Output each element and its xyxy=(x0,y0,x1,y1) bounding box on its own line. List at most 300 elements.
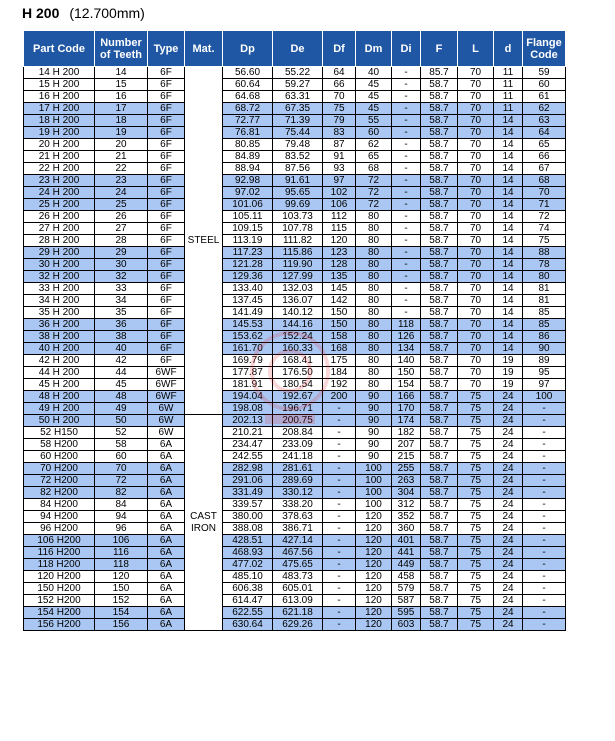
table-cell: 14 xyxy=(494,247,523,259)
table-cell: 168.41 xyxy=(273,355,323,367)
table-cell: 58.7 xyxy=(421,451,458,463)
table-cell: 75 xyxy=(458,511,494,523)
table-cell: 603 xyxy=(392,619,421,631)
table-cell: 6A xyxy=(148,571,185,583)
model-name: H 200 xyxy=(22,5,60,21)
table-cell: 75 xyxy=(458,523,494,535)
table-cell: 621.18 xyxy=(273,607,323,619)
table-cell: 80 xyxy=(356,271,392,283)
table-cell: 6WF xyxy=(148,367,185,379)
table-cell: 70 xyxy=(458,223,494,235)
table-cell: 60 xyxy=(523,79,566,91)
table-cell: 75 xyxy=(458,427,494,439)
table-cell: 44 xyxy=(95,367,148,379)
table-cell: 184 xyxy=(323,367,356,379)
table-cell: 58.7 xyxy=(421,103,458,115)
table-cell: - xyxy=(392,223,421,235)
table-cell: 22 xyxy=(95,163,148,175)
table-cell: 145 xyxy=(323,283,356,295)
table-row xyxy=(24,211,566,223)
table-cell: 14 xyxy=(494,115,523,127)
table-cell: 62 xyxy=(356,139,392,151)
table-cell: 19 xyxy=(494,379,523,391)
table-cell: 83.52 xyxy=(273,151,323,163)
table-cell: 24 xyxy=(494,595,523,607)
table-cell: 58.7 xyxy=(421,91,458,103)
table-cell: 25 xyxy=(95,199,148,211)
table-cell: 58.7 xyxy=(421,511,458,523)
table-cell: 38 xyxy=(95,331,148,343)
table-row xyxy=(24,523,566,535)
table-cell: 20 H 200 xyxy=(24,139,95,151)
table-cell: 70 xyxy=(458,295,494,307)
table-cell: 119.90 xyxy=(273,259,323,271)
table-cell: 75 xyxy=(458,559,494,571)
table-cell: 45 H 200 xyxy=(24,379,95,391)
table-cell: 80 xyxy=(356,307,392,319)
table-cell: 90 xyxy=(356,427,392,439)
table-cell: 85.7 xyxy=(421,67,458,79)
table-cell: 14 xyxy=(494,283,523,295)
table-cell: - xyxy=(323,583,356,595)
table-cell: 24 xyxy=(494,559,523,571)
column-header: Df xyxy=(323,31,356,67)
table-cell: 120 xyxy=(323,235,356,247)
table-cell: 198.08 xyxy=(223,403,273,415)
table-cell: 70 xyxy=(95,463,148,475)
table-cell: 67.35 xyxy=(273,103,323,115)
table-cell: 24 xyxy=(494,571,523,583)
table-cell: 27 xyxy=(95,223,148,235)
table-row xyxy=(24,67,566,79)
table-cell: 15 xyxy=(95,79,148,91)
table-cell: 75 xyxy=(323,103,356,115)
table-row xyxy=(24,307,566,319)
table-cell: 579 xyxy=(392,583,421,595)
table-cell: 59.27 xyxy=(273,79,323,91)
table-cell: 6F xyxy=(148,307,185,319)
table-cell: 70 xyxy=(458,211,494,223)
table-cell: 6F xyxy=(148,115,185,127)
table-cell: 194.04 xyxy=(223,391,273,403)
table-cell: 118 xyxy=(95,559,148,571)
table-cell: - xyxy=(523,403,566,415)
table-cell: 14 xyxy=(494,331,523,343)
table-cell: 74 xyxy=(523,223,566,235)
table-row xyxy=(24,235,566,247)
table-cell: 6A xyxy=(148,523,185,535)
table-cell: 6F xyxy=(148,235,185,247)
table-cell: 58.7 xyxy=(421,235,458,247)
table-cell: 45 xyxy=(95,379,148,391)
table-row xyxy=(24,367,566,379)
table-cell: 304 xyxy=(392,487,421,499)
table-header xyxy=(24,31,566,67)
table-cell: 24 xyxy=(494,427,523,439)
table-cell: 72 xyxy=(95,475,148,487)
table-cell: - xyxy=(523,583,566,595)
table-cell: 6A xyxy=(148,511,185,523)
table-cell: 58.7 xyxy=(421,415,458,427)
table-cell: 132.03 xyxy=(273,283,323,295)
table-row xyxy=(24,91,566,103)
table-cell: - xyxy=(523,595,566,607)
table-cell: 141.49 xyxy=(223,307,273,319)
table-cell: 11 xyxy=(494,91,523,103)
table-cell: 70 xyxy=(458,247,494,259)
table-cell: 6A xyxy=(148,583,185,595)
table-cell: 80 xyxy=(356,355,392,367)
table-cell: 90 xyxy=(523,343,566,355)
table-cell: 6F xyxy=(148,271,185,283)
table-cell: 6WF xyxy=(148,391,185,403)
table-cell: 401 xyxy=(392,535,421,547)
table-cell: 36 xyxy=(95,319,148,331)
table-cell: 88.94 xyxy=(223,163,273,175)
table-cell: - xyxy=(392,187,421,199)
table-cell: 40 xyxy=(95,343,148,355)
table-cell: 35 H 200 xyxy=(24,307,95,319)
table-cell: 207 xyxy=(392,439,421,451)
table-cell: - xyxy=(323,463,356,475)
table-cell: 175 xyxy=(323,355,356,367)
table-cell: 75 xyxy=(458,463,494,475)
table-cell: 192.67 xyxy=(273,391,323,403)
table-cell: - xyxy=(523,511,566,523)
table-cell: 120 xyxy=(356,583,392,595)
table-cell: 82 xyxy=(95,487,148,499)
table-row xyxy=(24,547,566,559)
table-cell: 32 xyxy=(95,271,148,283)
table-cell: 67 xyxy=(523,163,566,175)
table-cell: 58.7 xyxy=(421,259,458,271)
table-cell: 6F xyxy=(148,343,185,355)
table-cell: 68 xyxy=(356,163,392,175)
table-cell: 87 xyxy=(323,139,356,151)
table-cell: 101.06 xyxy=(223,199,273,211)
table-cell: 70 xyxy=(458,235,494,247)
table-cell: 80 xyxy=(356,319,392,331)
table-cell: 70 xyxy=(458,151,494,163)
table-cell: 63.31 xyxy=(273,91,323,103)
table-cell: 152.24 xyxy=(273,331,323,343)
table-cell: - xyxy=(323,619,356,631)
table-row xyxy=(24,379,566,391)
table-cell: 58.7 xyxy=(421,583,458,595)
table-cell: 6F xyxy=(148,295,185,307)
table-cell: 152 xyxy=(95,595,148,607)
table-cell: 168 xyxy=(323,343,356,355)
table-cell: - xyxy=(323,427,356,439)
table-cell: 81 xyxy=(523,295,566,307)
table-cell: 80 xyxy=(356,259,392,271)
table-row xyxy=(24,295,566,307)
table-cell: 58.7 xyxy=(421,139,458,151)
column-header: Dp xyxy=(223,31,273,67)
table-cell: 281.61 xyxy=(273,463,323,475)
table-cell: 62 xyxy=(523,103,566,115)
table-cell: - xyxy=(323,595,356,607)
table-cell: 80 xyxy=(523,271,566,283)
table-cell: 26 xyxy=(95,211,148,223)
table-cell: 38 H 200 xyxy=(24,331,95,343)
table-cell: 24 xyxy=(494,583,523,595)
table-cell: 40 xyxy=(356,67,392,79)
table-cell: 200.75 xyxy=(273,415,323,427)
table-cell: 133.40 xyxy=(223,283,273,295)
table-row xyxy=(24,535,566,547)
table-cell: 14 xyxy=(494,187,523,199)
table-cell: - xyxy=(323,499,356,511)
table-cell: 58.7 xyxy=(421,367,458,379)
table-cell: - xyxy=(523,523,566,535)
table-cell: 93 xyxy=(323,163,356,175)
table-cell: 182 xyxy=(392,427,421,439)
table-cell: 90 xyxy=(356,415,392,427)
table-cell: 14 xyxy=(494,127,523,139)
table-cell: 80 xyxy=(356,343,392,355)
table-cell: 40 H 200 xyxy=(24,343,95,355)
table-cell: 75 xyxy=(458,607,494,619)
table-cell: 116 xyxy=(95,547,148,559)
table-cell: 24 xyxy=(494,607,523,619)
table-cell: 14 xyxy=(494,175,523,187)
table-cell: 82 H200 xyxy=(24,487,95,499)
table-cell: 6A xyxy=(148,559,185,571)
table-cell: 70 H200 xyxy=(24,463,95,475)
table-row xyxy=(24,475,566,487)
table-cell: 58.7 xyxy=(421,283,458,295)
table-cell: 75 xyxy=(458,595,494,607)
table-cell: 242.55 xyxy=(223,451,273,463)
table-cell: 14 xyxy=(494,223,523,235)
table-cell: 70 xyxy=(458,67,494,79)
table-cell: 75 xyxy=(458,439,494,451)
table-cell: 58.7 xyxy=(421,607,458,619)
table-cell: 80 xyxy=(356,367,392,379)
table-cell: 263 xyxy=(392,475,421,487)
table-cell: 70 xyxy=(458,91,494,103)
table-cell: 135 xyxy=(323,271,356,283)
table-cell: 58.7 xyxy=(421,223,458,235)
table-cell: 120 xyxy=(356,523,392,535)
table-row xyxy=(24,619,566,631)
table-row xyxy=(24,331,566,343)
table-cell: 72 H200 xyxy=(24,475,95,487)
table-cell: 312 xyxy=(392,499,421,511)
table-cell: 72 xyxy=(356,199,392,211)
table-cell: 71.39 xyxy=(273,115,323,127)
table-cell: 14 xyxy=(494,295,523,307)
table-cell: 52 H150 xyxy=(24,427,95,439)
table-cell: 64 xyxy=(523,127,566,139)
table-cell: 595 xyxy=(392,607,421,619)
table-cell: 58.7 xyxy=(421,475,458,487)
table-cell: 118 H200 xyxy=(24,559,95,571)
table-row xyxy=(24,139,566,151)
table-cell: 116 H200 xyxy=(24,547,95,559)
table-cell: 176.50 xyxy=(273,367,323,379)
header-row xyxy=(24,31,566,67)
table-cell: 83 xyxy=(323,127,356,139)
table-cell: - xyxy=(392,67,421,79)
table-cell: 458 xyxy=(392,571,421,583)
table-cell: 70 xyxy=(458,79,494,91)
table-cell: 24 xyxy=(494,439,523,451)
table-cell: 378.63 xyxy=(273,511,323,523)
table-cell: - xyxy=(323,475,356,487)
table-cell: 96 H200 xyxy=(24,523,95,535)
table-cell: - xyxy=(523,463,566,475)
table-cell: 127.99 xyxy=(273,271,323,283)
table-cell: 24 xyxy=(494,511,523,523)
table-cell: 33 H 200 xyxy=(24,283,95,295)
table-cell: 606.38 xyxy=(223,583,273,595)
table-cell: 90 xyxy=(356,451,392,463)
table-cell: 94 H200 xyxy=(24,511,95,523)
table-cell: 22 H 200 xyxy=(24,163,95,175)
table-cell: 6A xyxy=(148,595,185,607)
table-cell: 170 xyxy=(392,403,421,415)
table-cell: 58.7 xyxy=(421,79,458,91)
table-row xyxy=(24,283,566,295)
table-cell: - xyxy=(523,499,566,511)
column-header: Di xyxy=(392,31,421,67)
table-cell: 85 xyxy=(523,319,566,331)
table-cell: 427.14 xyxy=(273,535,323,547)
table-cell: 338.20 xyxy=(273,499,323,511)
table-cell: 97 xyxy=(523,379,566,391)
table-cell: 6F xyxy=(148,319,185,331)
table-cell: 55 xyxy=(356,115,392,127)
material-cell: CAST IRON xyxy=(185,415,223,631)
table-cell: 29 xyxy=(95,247,148,259)
table-cell: 6F xyxy=(148,259,185,271)
table-cell: 80 xyxy=(356,283,392,295)
table-cell: 24 xyxy=(494,547,523,559)
table-cell: 25 H 200 xyxy=(24,199,95,211)
table-cell: 58.7 xyxy=(421,163,458,175)
table-cell: 234.47 xyxy=(223,439,273,451)
table-cell: - xyxy=(523,535,566,547)
table-cell: 58.7 xyxy=(421,331,458,343)
table-cell: 45 xyxy=(356,103,392,115)
table-cell: 58.7 xyxy=(421,499,458,511)
table-cell: 81 xyxy=(523,283,566,295)
table-cell: 154 xyxy=(392,379,421,391)
table-cell: 75 xyxy=(458,475,494,487)
table-cell: 64.68 xyxy=(223,91,273,103)
table-cell: - xyxy=(523,415,566,427)
table-cell: 622.55 xyxy=(223,607,273,619)
table-cell: 140 xyxy=(392,355,421,367)
table-cell: 70 xyxy=(458,283,494,295)
table-cell: 6A xyxy=(148,499,185,511)
table-cell: 61 xyxy=(523,91,566,103)
table-cell: 215 xyxy=(392,451,421,463)
table-cell: 339.57 xyxy=(223,499,273,511)
table-cell: 120 xyxy=(356,547,392,559)
table-cell: 84.89 xyxy=(223,151,273,163)
table-cell: 70 xyxy=(323,91,356,103)
table-cell: - xyxy=(392,151,421,163)
table-cell: 70 xyxy=(458,355,494,367)
table-cell: - xyxy=(392,91,421,103)
table-cell: 150 xyxy=(323,307,356,319)
table-row xyxy=(24,163,566,175)
table-row xyxy=(24,499,566,511)
table-cell: 360 xyxy=(392,523,421,535)
table-cell: 6F xyxy=(148,211,185,223)
table-cell: 58.7 xyxy=(421,295,458,307)
table-cell: 6A xyxy=(148,475,185,487)
table-cell: 106 H200 xyxy=(24,535,95,547)
table-cell: 113.19 xyxy=(223,235,273,247)
table-cell: 72 xyxy=(523,211,566,223)
table-cell: 136.07 xyxy=(273,295,323,307)
table-cell: 75 xyxy=(458,619,494,631)
table-cell: 59 xyxy=(523,67,566,79)
table-cell: 26 H 200 xyxy=(24,211,95,223)
table-cell: 60 xyxy=(95,451,148,463)
pitch-label: (12.700mm) xyxy=(69,5,145,21)
table-cell: 58.7 xyxy=(421,403,458,415)
table-cell: - xyxy=(392,79,421,91)
table-cell: 150 xyxy=(392,367,421,379)
table-cell: 34 H 200 xyxy=(24,295,95,307)
table-cell: 66 xyxy=(323,79,356,91)
table-cell: 68.72 xyxy=(223,103,273,115)
table-cell: 80 xyxy=(356,211,392,223)
table-cell: 24 xyxy=(494,487,523,499)
table-cell: 58.7 xyxy=(421,427,458,439)
table-row xyxy=(24,415,566,427)
table-cell: 75 xyxy=(458,583,494,595)
table-cell: 70 xyxy=(458,115,494,127)
table-cell: 88 xyxy=(523,247,566,259)
table-cell: 6A xyxy=(148,607,185,619)
table-cell: 60 xyxy=(356,127,392,139)
table-cell: 14 xyxy=(494,199,523,211)
table-cell: - xyxy=(392,163,421,175)
table-cell: - xyxy=(523,571,566,583)
table-cell: 16 xyxy=(95,91,148,103)
table-cell: 181.91 xyxy=(223,379,273,391)
table-cell: 58.7 xyxy=(421,535,458,547)
table-cell: 60 H200 xyxy=(24,451,95,463)
column-header: Type xyxy=(148,31,185,67)
table-cell: 485.10 xyxy=(223,571,273,583)
table-cell: 17 xyxy=(95,103,148,115)
table-cell: - xyxy=(323,571,356,583)
table-cell: 118 xyxy=(392,319,421,331)
table-cell: 100 xyxy=(356,475,392,487)
table-cell: 24 xyxy=(494,619,523,631)
table-row xyxy=(24,595,566,607)
table-cell: 6F xyxy=(148,175,185,187)
table-cell: 94 xyxy=(95,511,148,523)
table-cell: 109.15 xyxy=(223,223,273,235)
table-cell: 75 xyxy=(458,547,494,559)
table-body xyxy=(24,67,566,631)
table-cell: 6F xyxy=(148,91,185,103)
table-cell: 48 xyxy=(95,391,148,403)
table-cell: 137.45 xyxy=(223,295,273,307)
table-cell: 106 xyxy=(323,199,356,211)
table-cell: 202.13 xyxy=(223,415,273,427)
table-cell: 156 xyxy=(95,619,148,631)
table-cell: 75 xyxy=(458,391,494,403)
